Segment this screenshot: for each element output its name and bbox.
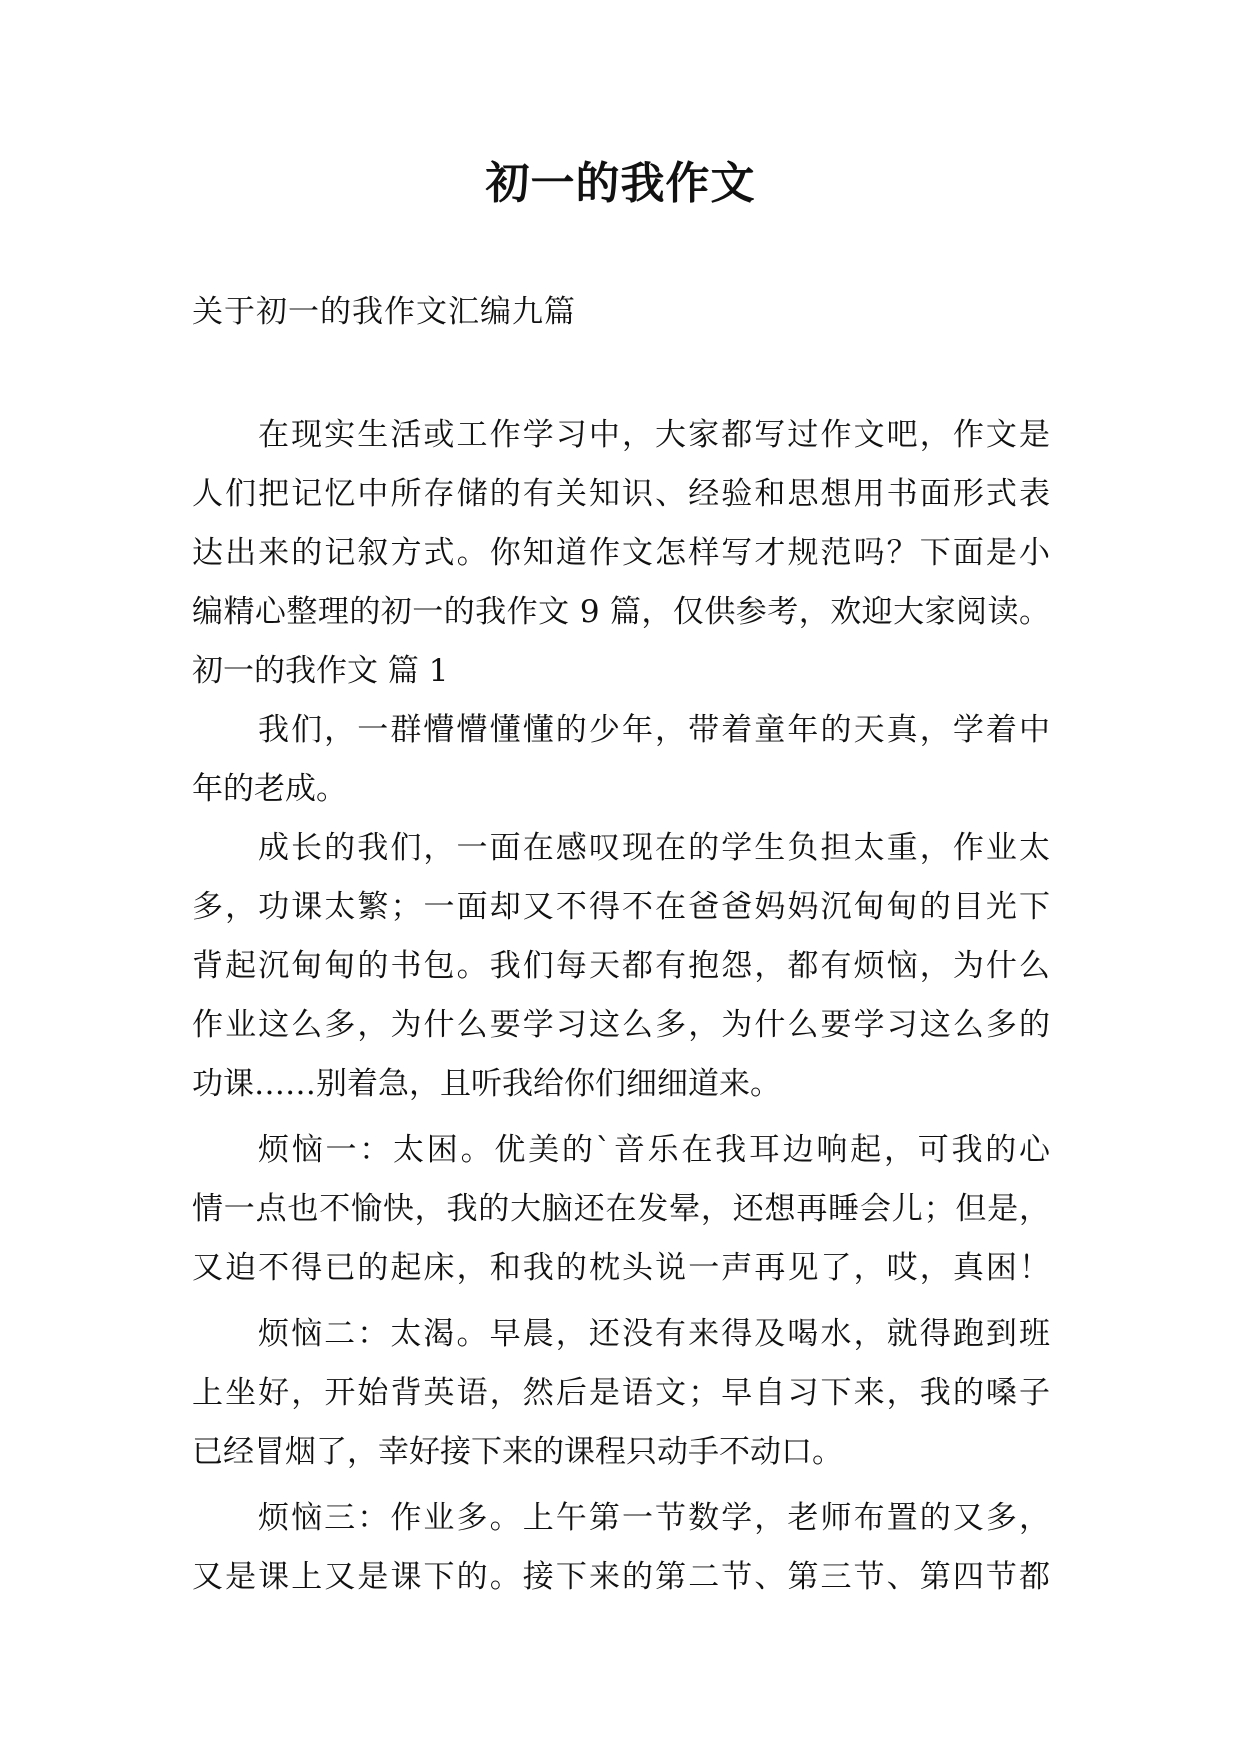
text-line: 人们把记忆中所存储的有关知识、经验和思想用书面形式表 — [192, 476, 1050, 512]
text-line: 作业这么多，为什么要学习这么多，为什么要学习这么多的 — [192, 1007, 1050, 1043]
text-line: 多，功课太繁；一面却又不得不在爸爸妈妈沉甸甸的目光下 — [192, 889, 1050, 925]
text-line: 背起沉甸甸的书包。我们每天都有抱怨，都有烦恼，为什么 — [192, 948, 1050, 984]
text-line: 初一的我作文 篇 1 — [192, 653, 449, 689]
document-title: 初一的我作文 — [485, 158, 756, 209]
document-subtitle: 关于初一的我作文汇编九篇 — [192, 294, 576, 330]
text-line: 达出来的记叙方式。你知道作文怎样写才规范吗？下面是小 — [192, 535, 1050, 571]
text-line: 上坐好，开始背英语，然后是语文；早自习下来，我的嗓子 — [192, 1375, 1050, 1411]
text-line: 烦恼一：太困。优美的`音乐在我耳边响起，可我的心 — [258, 1132, 1050, 1168]
text-line: 在现实生活或工作学习中，大家都写过作文吧，作文是 — [258, 417, 1050, 453]
paragraph-gap — [192, 1298, 1050, 1305]
text-line: 功课……别着急，且听我给你们细细道来。 — [192, 1066, 781, 1102]
text-line: 情一点也不愉快，我的大脑还在发晕，还想再睡会儿；但是， — [192, 1191, 1050, 1227]
text-line: 年的老成。 — [192, 771, 347, 807]
document-body — [192, 406, 1050, 1607]
text-line: 又是课上又是课下的。接下来的第二节、第三节、第四节都 — [192, 1559, 1050, 1595]
text-line: 又迫不得已的起床，和我的枕头说一声再见了，哎，真困！ — [192, 1250, 1050, 1286]
text-line: 成长的我们，一面在感叹现在的学生负担太重，作业太 — [258, 830, 1050, 866]
text-line: 编精心整理的初一的我作文 9 篇，仅供参考，欢迎大家阅读。 — [192, 594, 1050, 630]
text-line: 烦恼三：作业多。上午第一节数学，老师布置的又多， — [258, 1500, 1050, 1536]
text-line: 已经冒烟了，幸好接下来的课程只动手不动口。 — [192, 1434, 843, 1470]
paragraph-gap — [192, 1482, 1050, 1489]
text-line: 烦恼二：太渴。早晨，还没有来得及喝水，就得跑到班 — [258, 1316, 1050, 1352]
paragraph-gap — [192, 1114, 1050, 1121]
text-line: 我们，一群懵懵懂懂的少年，带着童年的天真，学着中 — [258, 712, 1050, 748]
